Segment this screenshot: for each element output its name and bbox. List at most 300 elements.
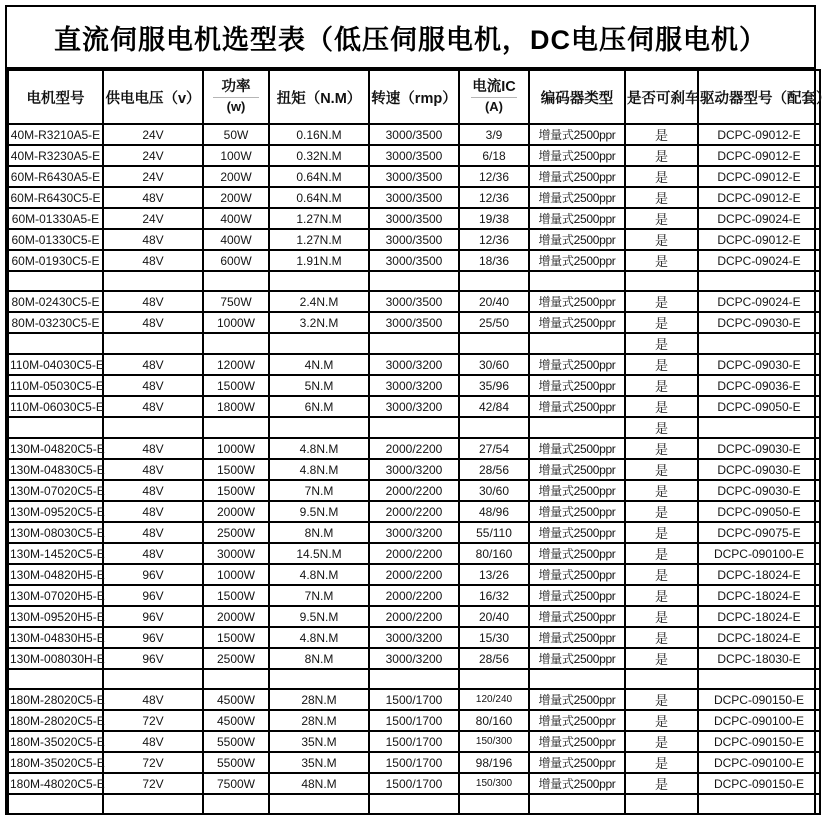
cell-torque: 7N.M <box>269 585 369 606</box>
cell-encoder: 增量式2500ppr <box>529 312 625 333</box>
cell-driver: DCPC-090150-E <box>698 773 820 794</box>
cell-torque: 4.8N.M <box>269 627 369 648</box>
cell-current: 13/26 <box>459 564 529 585</box>
cell-encoder: 增量式2500ppr <box>529 229 625 250</box>
cell-driver: DCPC-090100-E <box>698 710 820 731</box>
table-row <box>8 312 820 333</box>
table-header <box>8 70 831 124</box>
cell-encoder: 增量式2500ppr <box>529 773 625 794</box>
cell-brake: 是 <box>625 166 698 187</box>
table-row <box>8 145 820 166</box>
cell-power: 1500W <box>203 627 269 648</box>
cell-torque: 0.64N.M <box>269 166 369 187</box>
cell-brake: 是 <box>625 501 698 522</box>
cell-voltage: 96V <box>103 627 203 648</box>
cell-power: 2500W <box>203 648 269 669</box>
cell-power: 750W <box>203 291 269 312</box>
cell-voltage: 48V <box>103 501 203 522</box>
cell-speed: 3000/3500 <box>369 229 459 250</box>
cell-encoder: 增量式2500ppr <box>529 522 625 543</box>
cell-power: 1500W <box>203 585 269 606</box>
cell-encoder: 增量式2500ppr <box>529 480 625 501</box>
cell-driver: DCPC-09050-E <box>698 396 820 417</box>
cell-speed: 1500/1700 <box>369 773 459 794</box>
cell-current: 55/110 <box>459 522 529 543</box>
motor-selection-sheet <box>5 5 831 815</box>
cell-voltage: 72V <box>103 773 203 794</box>
cell-power <box>203 417 269 438</box>
column-header-voltage: 供电电压（v） <box>103 70 203 124</box>
cell-driver: DCPC-09024-E <box>698 291 820 312</box>
table-row <box>8 543 820 564</box>
cell-speed: 2000/2200 <box>369 606 459 627</box>
cell-current: 3/9 <box>459 124 529 145</box>
cell-current <box>459 271 529 291</box>
cell-current: 12/36 <box>459 229 529 250</box>
page-title: 直流伺服电机选型表（低压伺服电机，DC电压伺服电机） <box>7 7 814 69</box>
cell-speed <box>369 669 459 689</box>
column-header-current-label: 电流IC <box>472 79 516 96</box>
cell-encoder: 增量式2500ppr <box>529 564 625 585</box>
cell-driver: DCPC-09075-E <box>698 522 820 543</box>
cell-encoder: 增量式2500ppr <box>529 250 625 271</box>
cell-power: 400W <box>203 208 269 229</box>
cell-speed: 1500/1700 <box>369 752 459 773</box>
cell-voltage: 24V <box>103 208 203 229</box>
cell-torque: 0.32N.M <box>269 145 369 166</box>
cell-current: 12/36 <box>459 166 529 187</box>
cell-torque: 1.27N.M <box>269 208 369 229</box>
table-row <box>8 501 820 522</box>
cell-speed: 2000/2200 <box>369 585 459 606</box>
cell-driver: DCPC-18024-E <box>698 606 820 627</box>
table-row <box>8 459 820 480</box>
cell-brake: 是 <box>625 564 698 585</box>
cell-current: 12/36 <box>459 187 529 208</box>
cell-driver <box>698 417 820 438</box>
cell-torque <box>269 271 369 291</box>
table-row <box>8 229 820 250</box>
cell-voltage: 48V <box>103 689 203 710</box>
cell-current: 150/300 <box>459 731 529 752</box>
cell-model: 60M-01930C5-E <box>8 250 103 271</box>
cell-speed: 3000/3500 <box>369 291 459 312</box>
cell-brake: 是 <box>625 208 698 229</box>
cell-driver: DCPC-09024-E <box>698 250 820 271</box>
cell-voltage: 48V <box>103 375 203 396</box>
cell-brake <box>625 794 698 814</box>
cell-brake: 是 <box>625 438 698 459</box>
cell-voltage: 24V <box>103 166 203 187</box>
cell-encoder: 增量式2500ppr <box>529 208 625 229</box>
cell-current: 19/38 <box>459 208 529 229</box>
cell-model: 130M-04820C5-E <box>8 438 103 459</box>
cell-torque: 28N.M <box>269 710 369 731</box>
cell-voltage: 48V <box>103 229 203 250</box>
cell-encoder: 增量式2500ppr <box>529 710 625 731</box>
cell-current <box>459 669 529 689</box>
cell-encoder: 增量式2500ppr <box>529 438 625 459</box>
table-row <box>8 438 820 459</box>
cell-speed: 3000/3500 <box>369 124 459 145</box>
motor-table <box>7 69 831 815</box>
cell-power: 1000W <box>203 564 269 585</box>
cell-voltage: 48V <box>103 312 203 333</box>
cell-current: 20/40 <box>459 606 529 627</box>
cell-model: 80M-03230C5-E <box>8 312 103 333</box>
cell-driver: DCPC-090100-E <box>698 752 820 773</box>
cell-torque: 0.16N.M <box>269 124 369 145</box>
cell-driver: DCPC-18024-E <box>698 627 820 648</box>
table-row <box>8 375 820 396</box>
cell-torque: 35N.M <box>269 752 369 773</box>
cell-model: 110M-06030C5-E <box>8 396 103 417</box>
cell-brake: 是 <box>625 543 698 564</box>
cell-power <box>203 333 269 354</box>
cell-torque: 4.8N.M <box>269 564 369 585</box>
cell-power: 4500W <box>203 710 269 731</box>
cell-torque: 4.8N.M <box>269 438 369 459</box>
cell-brake <box>625 271 698 291</box>
cell-voltage: 24V <box>103 145 203 166</box>
cell-power: 600W <box>203 250 269 271</box>
separator-row <box>8 669 820 689</box>
cell-model: 130M-04820H5-E <box>8 564 103 585</box>
cell-model: 130M-04830H5-E <box>8 627 103 648</box>
cell-speed: 3000/3500 <box>369 166 459 187</box>
cell-voltage: 48V <box>103 459 203 480</box>
cell-encoder: 增量式2500ppr <box>529 375 625 396</box>
cell-current: 15/30 <box>459 627 529 648</box>
cell-voltage: 48V <box>103 291 203 312</box>
cell-encoder: 增量式2500ppr <box>529 291 625 312</box>
cell-torque: 2.4N.M <box>269 291 369 312</box>
table-row <box>8 124 820 145</box>
cell-brake: 是 <box>625 124 698 145</box>
table-row <box>8 627 820 648</box>
cell-model: 180M-28020C5-E <box>8 710 103 731</box>
cell-encoder: 增量式2500ppr <box>529 501 625 522</box>
table-row <box>8 585 820 606</box>
cell-driver: DCPC-09030-E <box>698 354 820 375</box>
cell-model: 60M-R6430A5-E <box>8 166 103 187</box>
cell-brake: 是 <box>625 187 698 208</box>
cell-speed: 2000/2200 <box>369 543 459 564</box>
cell-brake: 是 <box>625 731 698 752</box>
cell-voltage: 96V <box>103 648 203 669</box>
cell-brake: 是 <box>625 312 698 333</box>
cell-voltage: 72V <box>103 710 203 731</box>
cell-brake: 是 <box>625 480 698 501</box>
cell-encoder: 增量式2500ppr <box>529 124 625 145</box>
column-header-power-label: 功率 <box>221 79 251 96</box>
table-row <box>8 773 820 794</box>
cell-model: 180M-35020C5-E <box>8 731 103 752</box>
cell-torque <box>269 669 369 689</box>
cell-speed: 3000/3200 <box>369 396 459 417</box>
cell-speed: 3000/3200 <box>369 522 459 543</box>
column-header-torque: 扭矩（N.M） <box>269 70 369 124</box>
cell-speed: 3000/3500 <box>369 145 459 166</box>
cell-brake: 是 <box>625 354 698 375</box>
table-row <box>8 564 820 585</box>
cell-driver: DCPC-09012-E <box>698 187 820 208</box>
cell-torque: 14.5N.M <box>269 543 369 564</box>
separator-row <box>8 417 820 438</box>
cell-encoder <box>529 669 625 689</box>
cell-current: 80/160 <box>459 710 529 731</box>
cell-encoder <box>529 333 625 354</box>
separator-row <box>8 794 820 814</box>
cell-brake: 是 <box>625 606 698 627</box>
cell-driver: DCPC-18024-E <box>698 585 820 606</box>
cell-model: 130M-14520C5-E <box>8 543 103 564</box>
cell-power: 1500W <box>203 375 269 396</box>
column-header-driver: 驱动器型号（配套） <box>698 70 820 124</box>
cell-current: 6/18 <box>459 145 529 166</box>
cell-brake: 是 <box>625 229 698 250</box>
cell-speed: 3000/3200 <box>369 627 459 648</box>
table-row <box>8 752 820 773</box>
cell-encoder: 增量式2500ppr <box>529 752 625 773</box>
cell-speed: 3000/3200 <box>369 375 459 396</box>
cell-model <box>8 333 103 354</box>
table-body <box>8 124 820 814</box>
cell-encoder: 增量式2500ppr <box>529 606 625 627</box>
cell-model: 130M-08030C5-E <box>8 522 103 543</box>
cell-current: 35/96 <box>459 375 529 396</box>
cell-power <box>203 669 269 689</box>
cell-speed <box>369 417 459 438</box>
cell-speed: 3000/3200 <box>369 354 459 375</box>
cell-voltage: 48V <box>103 731 203 752</box>
cell-encoder <box>529 271 625 291</box>
column-header-power <box>203 70 269 124</box>
table-row <box>8 396 820 417</box>
cell-brake: 是 <box>625 522 698 543</box>
header-row <box>8 70 820 124</box>
cell-power: 1000W <box>203 312 269 333</box>
cell-voltage <box>103 417 203 438</box>
cell-brake: 是 <box>625 627 698 648</box>
cell-model: 180M-35020C5-E <box>8 752 103 773</box>
cell-current: 150/300 <box>459 773 529 794</box>
cell-driver: DCPC-09024-E <box>698 208 820 229</box>
cell-brake: 是 <box>625 417 698 438</box>
cell-voltage: 48V <box>103 480 203 501</box>
cell-brake: 是 <box>625 375 698 396</box>
cell-model: 130M-09520C5-E <box>8 501 103 522</box>
cell-model <box>8 417 103 438</box>
cell-brake: 是 <box>625 333 698 354</box>
cell-current: 25/50 <box>459 312 529 333</box>
table-row <box>8 208 820 229</box>
cell-power: 2500W <box>203 522 269 543</box>
cell-model <box>8 669 103 689</box>
cell-current: 30/60 <box>459 480 529 501</box>
cell-voltage: 48V <box>103 187 203 208</box>
cell-model: 180M-48020C5-E <box>8 773 103 794</box>
cell-driver: DCPC-09030-E <box>698 459 820 480</box>
cell-encoder: 增量式2500ppr <box>529 731 625 752</box>
cell-brake: 是 <box>625 689 698 710</box>
cell-model: 180M-28020C5-E <box>8 689 103 710</box>
cell-torque <box>269 333 369 354</box>
cell-power: 400W <box>203 229 269 250</box>
cell-driver: DCPC-09012-E <box>698 229 820 250</box>
cell-brake: 是 <box>625 459 698 480</box>
table-row <box>8 187 820 208</box>
cell-model: 80M-02430C5-E <box>8 291 103 312</box>
cell-driver: DCPC-09030-E <box>698 480 820 501</box>
cell-driver: DCPC-09030-E <box>698 438 820 459</box>
cell-brake: 是 <box>625 585 698 606</box>
cell-current: 30/60 <box>459 354 529 375</box>
cell-power <box>203 794 269 814</box>
cell-power: 3000W <box>203 543 269 564</box>
cell-speed: 3000/3500 <box>369 187 459 208</box>
cell-voltage <box>103 271 203 291</box>
cell-brake <box>625 669 698 689</box>
cell-torque: 9.5N.M <box>269 501 369 522</box>
cell-torque: 8N.M <box>269 522 369 543</box>
cell-encoder: 增量式2500ppr <box>529 543 625 564</box>
cell-brake: 是 <box>625 773 698 794</box>
cell-power: 1800W <box>203 396 269 417</box>
cell-torque: 9.5N.M <box>269 606 369 627</box>
cell-current <box>459 417 529 438</box>
cell-brake: 是 <box>625 145 698 166</box>
cell-voltage <box>103 669 203 689</box>
cell-power: 7500W <box>203 773 269 794</box>
table-row <box>8 522 820 543</box>
table-row <box>8 606 820 627</box>
cell-encoder: 增量式2500ppr <box>529 689 625 710</box>
cell-current: 42/84 <box>459 396 529 417</box>
cell-model: 130M-07020C5-E <box>8 480 103 501</box>
cell-brake: 是 <box>625 752 698 773</box>
cell-encoder <box>529 417 625 438</box>
cell-driver: DCPC-09012-E <box>698 124 820 145</box>
cell-brake: 是 <box>625 291 698 312</box>
cell-speed <box>369 794 459 814</box>
cell-driver: DCPC-09050-E <box>698 501 820 522</box>
cell-encoder: 增量式2500ppr <box>529 627 625 648</box>
separator-row <box>8 271 820 291</box>
cell-power: 200W <box>203 166 269 187</box>
cell-speed: 2000/2200 <box>369 501 459 522</box>
cell-torque: 1.27N.M <box>269 229 369 250</box>
cell-model: 60M-01330A5-E <box>8 208 103 229</box>
table-row <box>8 480 820 501</box>
cell-voltage: 96V <box>103 585 203 606</box>
cell-voltage: 48V <box>103 438 203 459</box>
cell-encoder: 增量式2500ppr <box>529 145 625 166</box>
cell-power <box>203 271 269 291</box>
cell-brake: 是 <box>625 250 698 271</box>
cell-current: 48/96 <box>459 501 529 522</box>
separator-row <box>8 333 820 354</box>
cell-current: 120/240 <box>459 689 529 710</box>
table-row <box>8 689 820 710</box>
cell-torque: 8N.M <box>269 648 369 669</box>
cell-speed: 3000/3200 <box>369 648 459 669</box>
cell-encoder: 增量式2500ppr <box>529 648 625 669</box>
cell-speed: 1500/1700 <box>369 731 459 752</box>
cell-power: 1500W <box>203 480 269 501</box>
cell-current: 16/32 <box>459 585 529 606</box>
cell-power: 5500W <box>203 752 269 773</box>
cell-model: 60M-01330C5-E <box>8 229 103 250</box>
cell-torque: 3.2N.M <box>269 312 369 333</box>
table-row <box>8 166 820 187</box>
cell-model: 110M-04030C5-E <box>8 354 103 375</box>
cell-speed <box>369 333 459 354</box>
cell-torque: 35N.M <box>269 731 369 752</box>
cell-power: 2000W <box>203 606 269 627</box>
cell-driver <box>698 271 820 291</box>
cell-torque: 7N.M <box>269 480 369 501</box>
cell-voltage <box>103 794 203 814</box>
table-row <box>8 648 820 669</box>
cell-voltage: 96V <box>103 606 203 627</box>
cell-voltage: 48V <box>103 543 203 564</box>
cell-model: 130M-09520H5-E <box>8 606 103 627</box>
cell-power: 100W <box>203 145 269 166</box>
cell-torque: 1.91N.M <box>269 250 369 271</box>
table-row <box>8 250 820 271</box>
cell-torque: 4N.M <box>269 354 369 375</box>
cell-torque: 6N.M <box>269 396 369 417</box>
cell-power: 1000W <box>203 438 269 459</box>
cell-power: 1200W <box>203 354 269 375</box>
cell-power: 5500W <box>203 731 269 752</box>
cell-voltage: 48V <box>103 522 203 543</box>
cell-driver: DCPC-18030-E <box>698 648 820 669</box>
cell-voltage: 96V <box>103 564 203 585</box>
cell-driver: DCPC-09012-E <box>698 145 820 166</box>
cell-current: 28/56 <box>459 459 529 480</box>
cell-driver <box>698 333 820 354</box>
cell-driver: DCPC-090150-E <box>698 689 820 710</box>
cell-voltage: 48V <box>103 354 203 375</box>
cell-current <box>459 333 529 354</box>
cell-power: 200W <box>203 187 269 208</box>
cell-model: 60M-R6430C5-E <box>8 187 103 208</box>
cell-driver: DCPC-090100-E <box>698 543 820 564</box>
table-row <box>8 291 820 312</box>
cell-torque: 48N.M <box>269 773 369 794</box>
cell-brake: 是 <box>625 396 698 417</box>
cell-power: 1500W <box>203 459 269 480</box>
cell-speed: 3000/3500 <box>369 250 459 271</box>
cell-power: 2000W <box>203 501 269 522</box>
cell-model: 130M-07020H5-E <box>8 585 103 606</box>
cell-current: 98/196 <box>459 752 529 773</box>
cell-driver: DCPC-09012-E <box>698 166 820 187</box>
cell-encoder <box>529 794 625 814</box>
cell-speed: 1500/1700 <box>369 710 459 731</box>
cell-brake: 是 <box>625 710 698 731</box>
cell-driver: DCPC-09036-E <box>698 375 820 396</box>
cell-current: 18/36 <box>459 250 529 271</box>
cell-voltage: 24V <box>103 124 203 145</box>
cell-speed <box>369 271 459 291</box>
cell-torque: 0.64N.M <box>269 187 369 208</box>
cell-speed: 2000/2200 <box>369 480 459 501</box>
cell-speed: 3000/3200 <box>369 459 459 480</box>
cell-encoder: 增量式2500ppr <box>529 187 625 208</box>
